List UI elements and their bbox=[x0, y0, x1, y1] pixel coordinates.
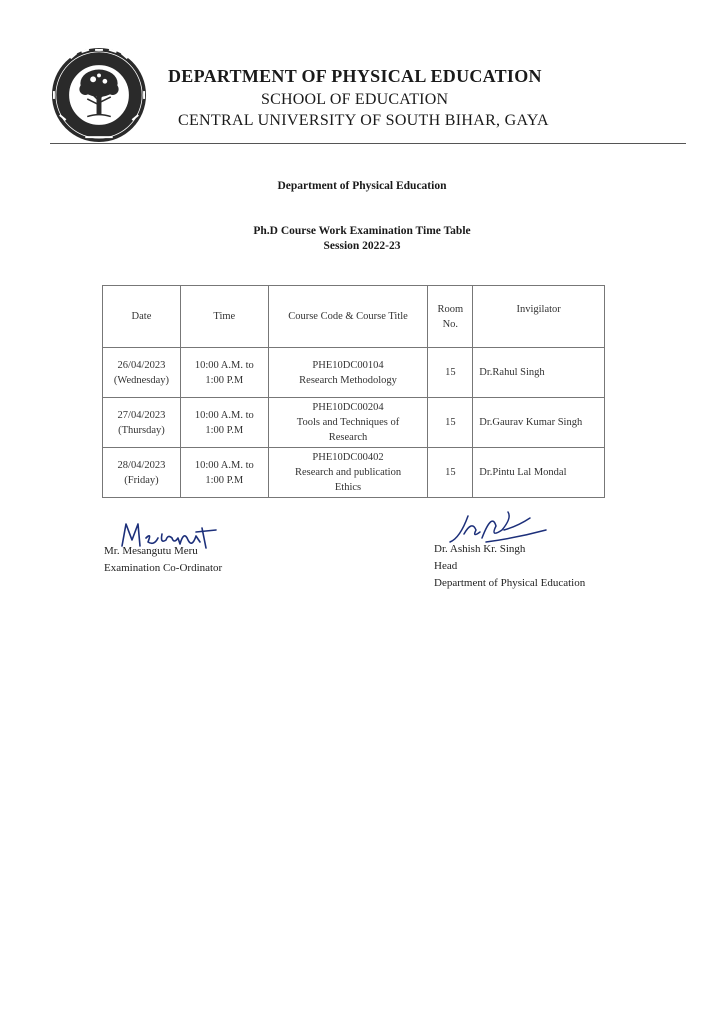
university-seal-logo bbox=[50, 46, 148, 144]
cell-time bbox=[180, 398, 268, 448]
header-room bbox=[428, 286, 473, 348]
date-value: 27/04/2023 bbox=[117, 409, 166, 421]
letterhead-school: SCHOOL OF EDUCATION bbox=[261, 91, 449, 108]
table-row bbox=[103, 448, 605, 498]
cell-course bbox=[268, 348, 428, 398]
head-department: Department of Physical Education bbox=[434, 577, 586, 589]
cell-time bbox=[180, 348, 268, 398]
header-invigilator: Invigilator bbox=[473, 286, 605, 348]
table-header-row bbox=[103, 286, 605, 348]
time-start: 10:00 A.M. to bbox=[194, 409, 254, 421]
timetable-title: Ph.D Course Work Examination Time Table bbox=[253, 225, 471, 237]
time-end: 1:00 P.M bbox=[205, 474, 244, 486]
date-value: 26/04/2023 bbox=[117, 359, 166, 371]
letterhead-department: DEPARTMENT OF PHYSICAL EDUCATION bbox=[168, 66, 542, 86]
exam-timetable bbox=[102, 285, 605, 498]
course-code: PHE10DC00402 bbox=[312, 452, 384, 463]
cell-invigilator: Dr.Pintu Lal Mondal bbox=[473, 448, 605, 498]
day-value: (Thursday) bbox=[118, 424, 165, 436]
letterhead-university: CENTRAL UNIVERSITY OF SOUTH BIHAR, GAYA bbox=[178, 112, 549, 129]
time-end: 1:00 P.M bbox=[205, 424, 244, 436]
header-room-line2: No. bbox=[442, 318, 459, 330]
head-role: Head bbox=[434, 560, 458, 572]
header-date: Date bbox=[103, 286, 181, 348]
time-start: 10:00 A.M. to bbox=[194, 459, 254, 471]
day-value: (Wednesday) bbox=[113, 374, 170, 386]
head-name: Dr. Ashish Kr. Singh bbox=[434, 543, 526, 555]
course-code: PHE10DC00104 bbox=[312, 359, 384, 371]
cell-time bbox=[180, 448, 268, 498]
table-row bbox=[103, 398, 605, 448]
cell-course bbox=[268, 398, 428, 448]
table-row bbox=[103, 348, 605, 398]
cell-date bbox=[103, 348, 181, 398]
date-value: 28/04/2023 bbox=[117, 459, 166, 471]
day-value: (Friday) bbox=[124, 474, 159, 486]
department-title: Department of Physical Education bbox=[277, 180, 447, 192]
cell-course bbox=[268, 448, 428, 498]
header-room-line1: Room bbox=[437, 303, 464, 315]
cell-date bbox=[103, 398, 181, 448]
course-title-line1: Research and publication bbox=[294, 467, 402, 478]
header-time: Time bbox=[180, 286, 268, 348]
course-title-line2: Research bbox=[328, 432, 368, 443]
session-label: Session 2022-23 bbox=[323, 240, 401, 252]
time-start: 10:00 A.M. to bbox=[194, 359, 254, 371]
cell-date bbox=[103, 448, 181, 498]
header-course: Course Code & Course Title bbox=[268, 286, 428, 348]
course-code: PHE10DC00204 bbox=[312, 402, 384, 413]
course-title-line1: Tools and Techniques of bbox=[296, 417, 400, 428]
cell-room: 15 bbox=[428, 348, 473, 398]
letterhead-divider bbox=[50, 143, 686, 144]
time-end: 1:00 P.M bbox=[205, 374, 244, 386]
coordinator-name: Mr. Mesangutu Meru bbox=[104, 545, 198, 557]
cell-room: 15 bbox=[428, 398, 473, 448]
course-title-line1: Research Methodology bbox=[299, 374, 397, 386]
cell-invigilator: Dr.Rahul Singh bbox=[473, 348, 605, 398]
cell-invigilator: Dr.Gaurav Kumar Singh bbox=[473, 398, 605, 448]
coordinator-role: Examination Co-Ordinator bbox=[104, 562, 223, 574]
cell-room: 15 bbox=[428, 448, 473, 498]
course-title-line2: Ethics bbox=[334, 482, 362, 493]
